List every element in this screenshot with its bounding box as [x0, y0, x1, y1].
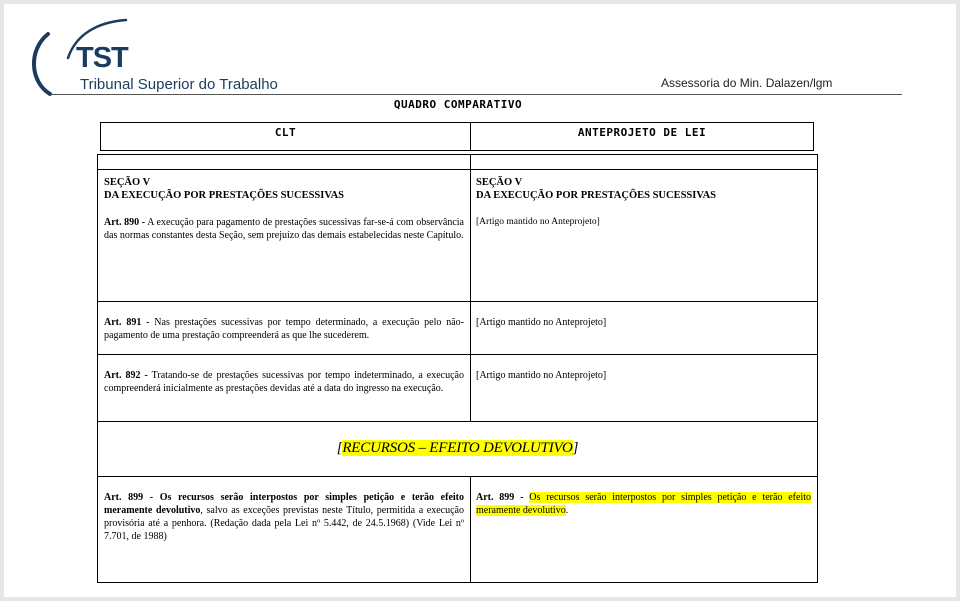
assessoria-label: Assessoria do Min. Dalazen/lgm: [661, 76, 833, 90]
table-row: [98, 170, 818, 302]
column-header-anteprojeto: ANTEPROJETO DE LEI: [577, 126, 707, 139]
spacer-cell: [471, 155, 818, 170]
anteprojeto-cell: [471, 302, 818, 355]
article-note: [Artigo mantido no Anteprojeto]: [476, 370, 607, 381]
article-body: Tratando-se de prestações sucessivas por tempo indeterminado, a execução compreenderá inicialmente as prestações devidas até a data do ingresso na execução.: [104, 370, 464, 394]
clt-cell: [98, 477, 471, 583]
section-number: SEÇÃO V: [476, 177, 523, 188]
comparison-table: [97, 154, 818, 583]
document-page: [4, 4, 956, 597]
highlighted-article-text: Os recursos serão interpostos por simples petição e terão efeito meramente devolutivo: [476, 492, 811, 516]
article-end: .: [565, 505, 569, 516]
banner-open-bracket: [: [336, 440, 343, 456]
section-number: SEÇÃO V: [104, 177, 151, 188]
article-text: [104, 216, 464, 242]
article-note: [Artigo mantido no Anteprojeto]: [476, 217, 600, 227]
clt-cell: [98, 302, 471, 355]
spacer-cell: [98, 155, 471, 170]
logo-abbr: TST: [76, 42, 128, 74]
table-row: [98, 355, 818, 422]
section-heading: DA EXECUÇÃO POR PRESTAÇÕES SUCESSIVAS: [476, 190, 717, 201]
header-divider: [50, 94, 902, 95]
article-body: Nas prestações sucessivas por tempo determinado, a execução pelo não-pagamento de uma prestação compreenderá as que lhe sucederem.: [104, 317, 464, 341]
column-header-table: [100, 122, 814, 151]
article-number: Art. 891 -: [104, 317, 150, 328]
article-body: , salvo as exceções previstas neste Título, permitida a execução provisória até a penhora. (Redação dada pela Lei nº 5.442, de 24.5.1968) (Vide Lei nº 7.701, de 1988): [104, 505, 464, 542]
banner-close-bracket: ]: [572, 440, 579, 456]
document-title: QUADRO COMPARATIVO: [393, 98, 523, 111]
section-banner: [337, 440, 579, 456]
clt-cell: [98, 355, 471, 422]
anteprojeto-cell: [471, 355, 818, 422]
tst-logo: [28, 14, 308, 98]
table-row: [98, 302, 818, 355]
column-header-clt: CLT: [101, 123, 471, 150]
article-number: Art. 899 -: [476, 492, 524, 503]
anteprojeto-cell: [471, 170, 818, 302]
table-row: [98, 477, 818, 583]
banner-text: RECURSOS – EFEITO DEVOLUTIVO: [342, 440, 573, 456]
table-row-spacer: [98, 155, 818, 170]
article-note: [Artigo mantido no Anteprojeto]: [476, 317, 607, 328]
clt-cell: [98, 170, 471, 302]
section-banner-cell: [98, 422, 818, 477]
anteprojeto-cell: [471, 477, 818, 583]
article-number: Art. 890 -: [104, 217, 146, 228]
article-body: A execução para pagamento de prestações sucessivas far-se-á com observância das normas constantes desta Seção, sem prejuízo das demais estabelecidas neste Capítulo.: [104, 217, 464, 241]
section-banner-row: [98, 422, 818, 477]
logo-name: Tribunal Superior do Trabalho: [80, 76, 278, 93]
article-bold-text: Art. 899 - Os recursos serão interpostos por simples petição e terão efeito meramente devolutivo: [104, 492, 464, 516]
article-number: Art. 892 -: [104, 370, 148, 381]
section-heading: DA EXECUÇÃO POR PRESTAÇÕES SUCESSIVAS: [104, 190, 345, 201]
